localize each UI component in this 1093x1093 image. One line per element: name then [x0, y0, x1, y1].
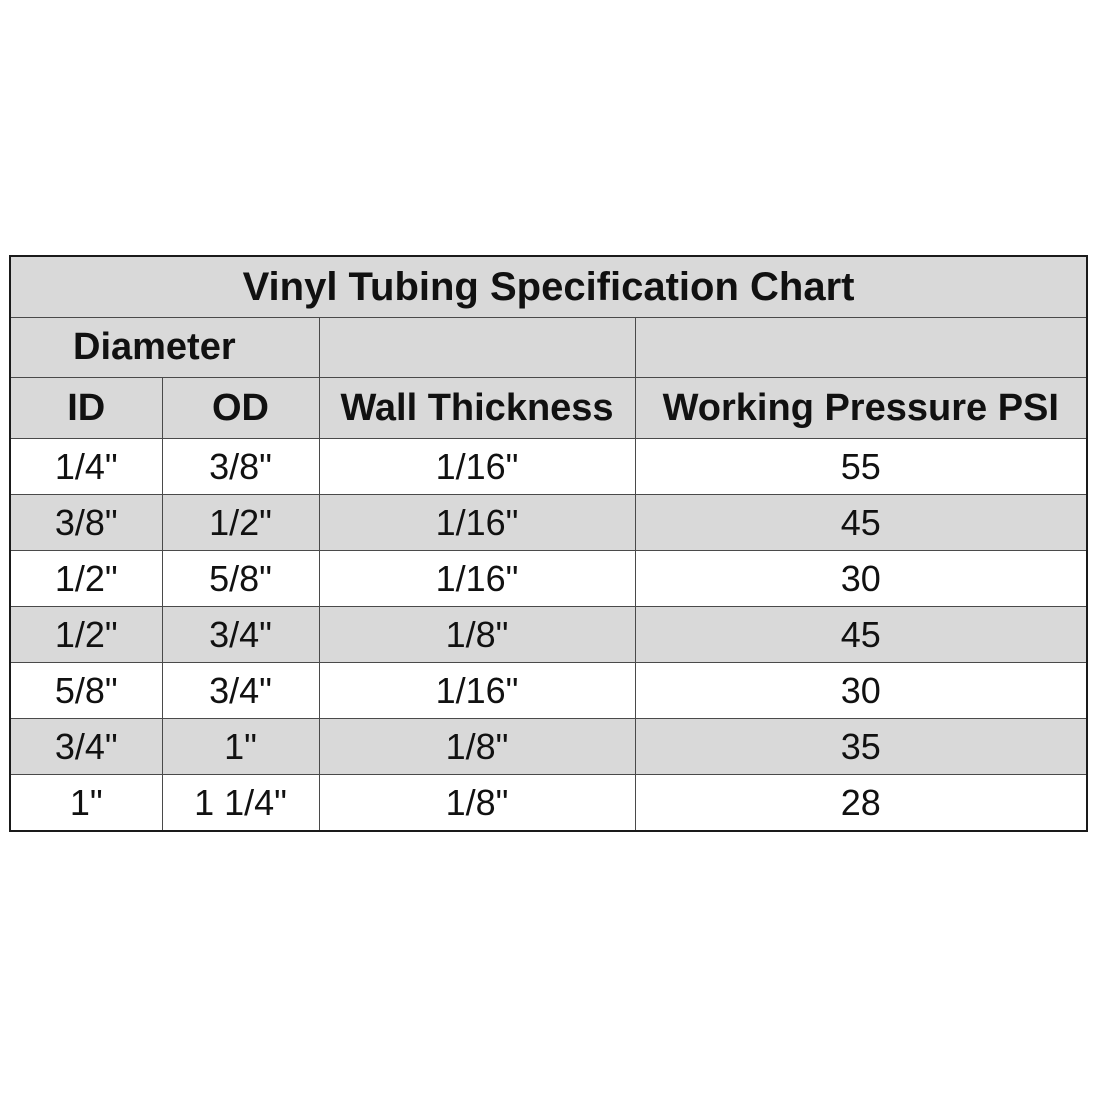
title-row [10, 256, 1087, 318]
cell-od: 1" [162, 719, 319, 775]
cell-wall-thickness: 1/16" [319, 551, 635, 607]
cell-id: 3/8" [10, 495, 162, 551]
table-row [10, 607, 1087, 663]
cell-wall-thickness: 1/8" [319, 775, 635, 832]
column-header-working-pressure: Working Pressure PSI [635, 378, 1087, 439]
cell-working-pressure: 45 [635, 607, 1087, 663]
cell-wall-thickness: 1/16" [319, 663, 635, 719]
cell-id: 1/2" [10, 551, 162, 607]
table-row [10, 663, 1087, 719]
cell-id: 1/4" [10, 439, 162, 495]
cell-working-pressure: 35 [635, 719, 1087, 775]
table-row [10, 719, 1087, 775]
cell-od: 3/4" [162, 607, 319, 663]
cell-od: 3/8" [162, 439, 319, 495]
cell-wall-thickness: 1/8" [319, 607, 635, 663]
cell-wall-thickness: 1/16" [319, 495, 635, 551]
cell-working-pressure: 30 [635, 551, 1087, 607]
table-row [10, 775, 1087, 832]
cell-id: 5/8" [10, 663, 162, 719]
cell-id: 1" [10, 775, 162, 832]
cell-working-pressure: 28 [635, 775, 1087, 832]
table-row [10, 551, 1087, 607]
cell-working-pressure: 45 [635, 495, 1087, 551]
empty-group-cell-psi [635, 318, 1087, 378]
cell-working-pressure: 55 [635, 439, 1087, 495]
column-header-wall-thickness: Wall Thickness [319, 378, 635, 439]
table-row [10, 439, 1087, 495]
cell-wall-thickness: 1/8" [319, 719, 635, 775]
cell-wall-thickness: 1/16" [319, 439, 635, 495]
cell-id: 3/4" [10, 719, 162, 775]
cell-working-pressure: 30 [635, 663, 1087, 719]
empty-group-cell-wall [319, 318, 635, 378]
group-header-row [10, 318, 1087, 378]
diameter-group-header: Diameter [10, 318, 319, 378]
cell-od: 1/2" [162, 495, 319, 551]
table-row [10, 495, 1087, 551]
cell-id: 1/2" [10, 607, 162, 663]
cell-od: 5/8" [162, 551, 319, 607]
cell-od: 3/4" [162, 663, 319, 719]
column-header-row [10, 378, 1087, 439]
spec-table [9, 255, 1088, 832]
table-title: Vinyl Tubing Specification Chart [10, 256, 1087, 318]
column-header-od: OD [162, 378, 319, 439]
column-header-id: ID [10, 378, 162, 439]
cell-od: 1 1/4" [162, 775, 319, 832]
